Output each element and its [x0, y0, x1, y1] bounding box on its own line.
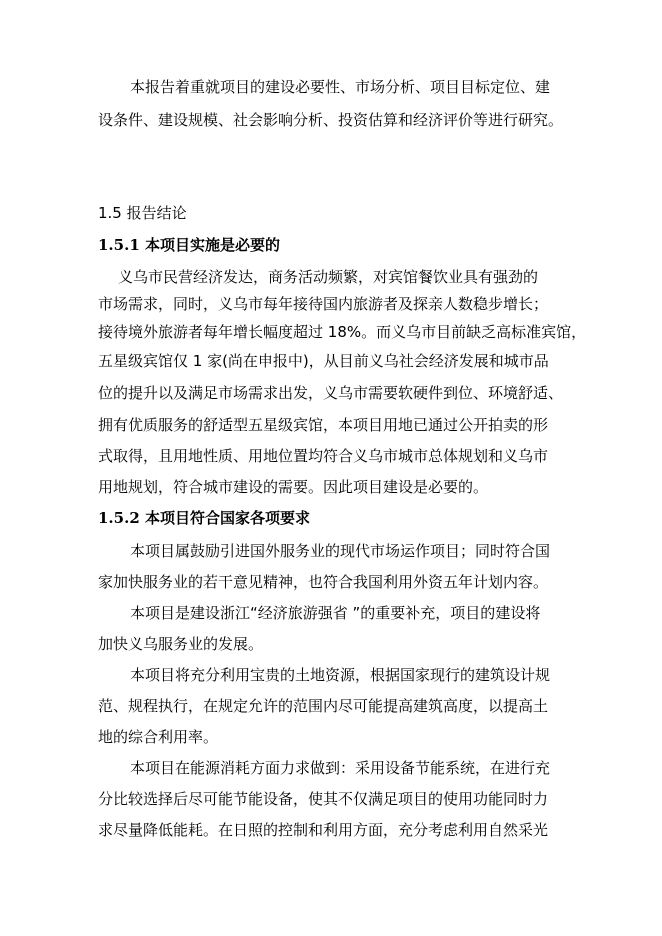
para-1-5-1-line-2: 市场需求，同时，义乌市每年接待国内旅游者及探亲人数稳步增长；: [98, 295, 549, 313]
para-1-5-2-d-line-3: 求尽量降低能耗。在日照的控制和利用方面，充分考虑利用自然采光: [98, 821, 549, 839]
para-1-5-1-line-7: 式取得，且用地性质、用地位置均符合义乌市城市总体规划和义乌市: [98, 447, 549, 465]
section-heading-1-5: 1.5 报告结论: [98, 204, 187, 222]
para-1-5-1-line-8: 用地规划，符合城市建设的需要。因此项目建设是必要的。: [98, 478, 489, 496]
para-1-5-1-line-6: 拥有优质服务的舒适型五星级宾馆，本项目用地已通过公开拍卖的形: [98, 416, 549, 434]
para-1-5-2-c-line-1: 本项目将充分利用宝贵的土地资源，根据国家现行的建筑设计规: [130, 666, 551, 684]
para-1-5-2-b-line-1: 本项目是建设浙江“经济旅游强省 ”的重要补充，项目的建设将: [130, 604, 541, 622]
para-1-5-2-c-line-3: 地的综合利用率。: [98, 728, 219, 746]
para-1-5-1-line-3: 接待境外旅游者每年增长幅度超过 18%。而义乌市目前缺乏高标准宾馆，: [98, 323, 587, 341]
para-1-5-2-d-line-1: 本项目在能源消耗方面力求做到：采用设备节能系统，在进行充: [130, 759, 551, 777]
para-1-5-2-a-line-2: 家加快服务业的若干意见精神，也符合我国利用外资五年计划内容。: [98, 573, 549, 591]
para-1-5-2-c-line-2: 范、规程执行，在规定允许的范围内尽可能提高建筑高度，以提高土: [98, 697, 549, 715]
para-1-5-2-b-line-2: 加快义乌服务业的发展。: [98, 635, 264, 653]
para-1-5-1-line-4: 五星级宾馆仅 1 家(尚在申报中)，从目前义乌社会经济发展和城市品: [98, 352, 549, 370]
subsection-heading-1-5-1: 1.5.1 本项目实施是必要的: [98, 236, 280, 254]
para-1-5-2-d-line-2: 分比较选择后尽可能节能设备，使其不仅满足项目的使用功能同时力: [98, 790, 549, 808]
para-1-5-1-line-1: 义乌市民营经济发达，商务活动频繁，对宾馆餐饮业具有强劲的: [118, 268, 539, 286]
intro-line-2: 设条件、建设规模、社会影响分析、投资估算和经济评价等进行研究。: [98, 111, 564, 129]
intro-line-1: 本报告着重就项目的建设必要性、市场分析、项目目标定位、建: [130, 78, 551, 96]
subsection-heading-1-5-2: 1.5.2 本项目符合国家各项要求: [98, 509, 310, 527]
para-1-5-1-line-5: 位的提升以及满足市场需求出发，义乌市需要软硬件到位、环境舒适、: [98, 384, 564, 402]
para-1-5-2-a-line-1: 本项目属鼓励引进国外服务业的现代市场运作项目；同时符合国: [130, 542, 551, 560]
